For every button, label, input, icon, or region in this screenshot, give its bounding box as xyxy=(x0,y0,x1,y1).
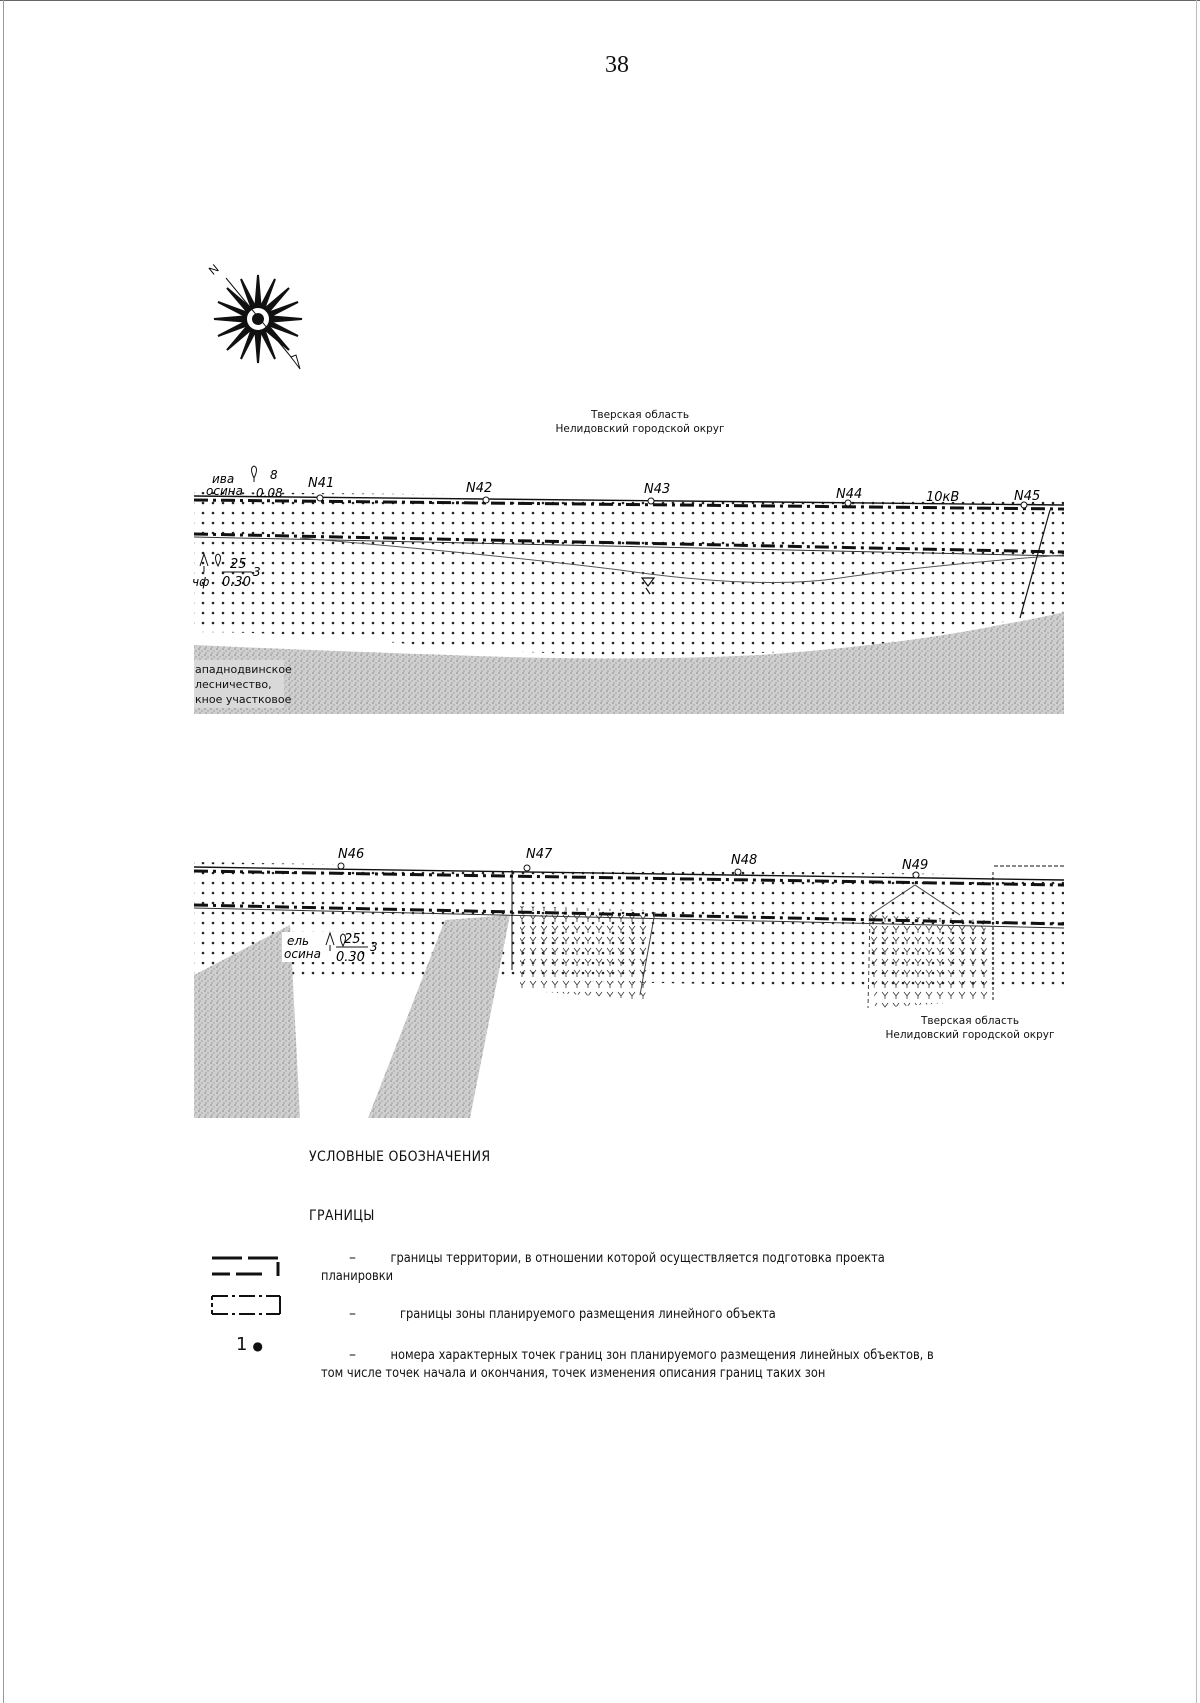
legend-item-text: границы зоны планируемого размещения линейного объекта xyxy=(400,1307,776,1322)
point-label: N42 xyxy=(466,481,493,496)
tree-fraction-bottom: 0.30 xyxy=(222,575,251,590)
planning-territory-boundary-symbol xyxy=(210,1254,290,1294)
tree-count-label: 8 xyxy=(270,468,278,482)
map-bottom xyxy=(194,847,1064,1118)
forestry-label xyxy=(194,660,292,708)
linear-object-zone-boundary-symbol xyxy=(210,1292,290,1318)
page-number: 38 xyxy=(605,52,629,78)
legend-item-text: номера характерных точек границ зон планируемого размещения линейных объектов, в том числе точек начала и окончания, точек изменения описания границ таких зон xyxy=(321,1348,934,1381)
tree-height-label: 0.08 xyxy=(256,486,283,500)
tree-fraction-bottom: 0.30 xyxy=(336,950,365,965)
point-number-symbol: 1 ● xyxy=(236,1334,263,1355)
tree-species-label: ель xyxy=(287,934,310,948)
point-label: N48 xyxy=(731,853,758,868)
tree-fraction-top: 25 xyxy=(344,932,361,947)
svg-text:ападнодвинское: ападнодвинское xyxy=(195,663,292,676)
tree-icon xyxy=(252,466,257,482)
region-label-top: Тверская область Нелидовский городской округ xyxy=(555,409,725,435)
point-label: N44 xyxy=(836,487,863,502)
legend-dash: – xyxy=(349,1250,356,1266)
line-label: 10кВ xyxy=(926,490,960,505)
ticked-area xyxy=(870,915,990,1008)
ticked-area xyxy=(520,906,650,1000)
region-label-bottom: Тверская область Нелидовский городской округ xyxy=(885,1015,1055,1041)
point-label: N43 xyxy=(644,482,671,497)
point-label: N49 xyxy=(902,858,929,873)
point-label: N41 xyxy=(308,476,335,491)
tree-suffix: 3 xyxy=(370,940,378,954)
map-top xyxy=(192,466,1064,714)
tree-suffix: 3 xyxy=(253,565,261,579)
point-label: N46 xyxy=(338,847,365,862)
tree-species-label: чф xyxy=(192,575,210,589)
legend-item-text: границы территории, в отношении которой осуществляется подготовка проекта планировки xyxy=(321,1251,885,1284)
tree-species-label: ива xyxy=(212,472,235,486)
north-label: N xyxy=(205,261,222,278)
legend-title: УСЛОВНЫЕ ОБОЗНАЧЕНИЯ xyxy=(309,1149,491,1165)
legend-section-title: ГРАНИЦЫ xyxy=(309,1208,375,1224)
point-label: N45 xyxy=(1014,489,1041,504)
dotted-area xyxy=(194,492,1064,656)
tree-species-label: осина xyxy=(284,947,321,961)
point-label: N47 xyxy=(526,847,553,862)
svg-text:лесничество,: лесничество, xyxy=(195,678,272,691)
svg-text:кное участковое: кное участковое xyxy=(195,693,292,706)
tree-fraction-top: 25 xyxy=(230,557,247,572)
tree-species-label: осина xyxy=(206,484,243,498)
legend-dash: – xyxy=(349,1306,356,1322)
compass-rose xyxy=(206,261,302,369)
legend-dash: – xyxy=(349,1347,356,1363)
